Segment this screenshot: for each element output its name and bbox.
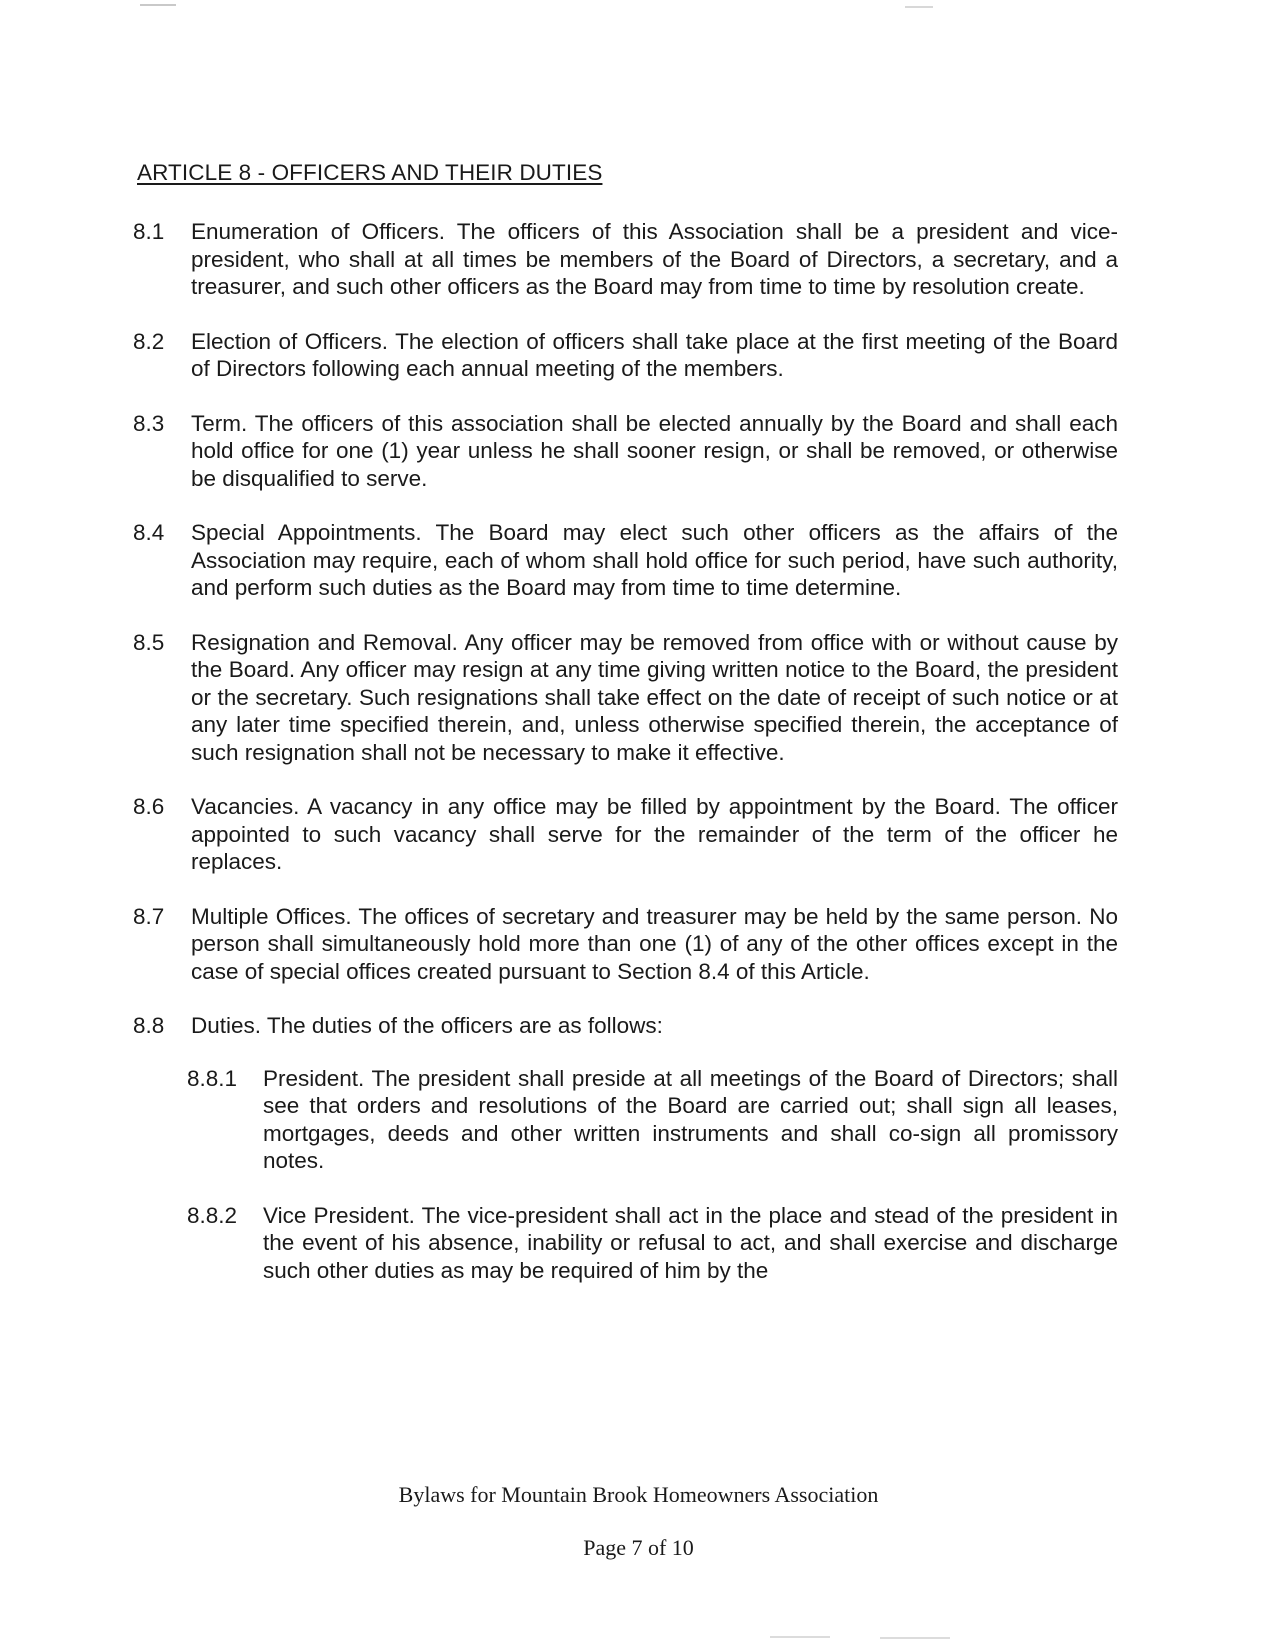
section-8-4 bbox=[133, 519, 1118, 602]
section-number: 8.2 bbox=[133, 328, 165, 354]
scan-artifact bbox=[140, 4, 176, 6]
subsection-text: Vice President. The vice-president shall act in the place and stead of the president in the event of his absence, inability or refusal to act, and shall exercise and discharge such other duties as may be required of him by the bbox=[263, 1202, 1118, 1283]
article-heading: ARTICLE 8 - OFFICERS AND THEIR DUTIES bbox=[137, 160, 603, 185]
section-text: Election of Officers. The election of officers shall take place at the first meeting of the Board of Directors following each annual meeting of the members. bbox=[191, 328, 1118, 381]
section-8-6 bbox=[133, 793, 1118, 876]
subsection-text: President. The president shall preside at all meetings of the Board of Directors; shall see that orders and resolutions of the Board are carried out; shall sign all leases, mortgages, deeds and other written instruments and shall co-sign all promissory notes. bbox=[263, 1065, 1118, 1173]
scan-artifact bbox=[905, 6, 933, 8]
section-8-7 bbox=[133, 903, 1118, 986]
subsection-number: 8.8.1 bbox=[187, 1065, 238, 1091]
subsection-8-8-1 bbox=[187, 1065, 1118, 1175]
section-8-8 bbox=[133, 1012, 1118, 1040]
section-number: 8.3 bbox=[133, 410, 165, 436]
section-text: Duties. The duties of the officers are as follows: bbox=[191, 1013, 663, 1038]
section-text: Multiple Offices. The offices of secretary and treasurer may be held by the same person. No person shall simultaneously hold more than one (1) of any of the other offices except in the case of special offices created pursuant to Section 8.4 of this Article. bbox=[191, 903, 1118, 984]
section-number: 8.6 bbox=[133, 794, 165, 819]
section-text: Vacancies. A vacancy in any office may be filled by appointment by the Board. The officer appointed to such vacancy shall serve for the remainder of the term of the officer he replaces. bbox=[191, 794, 1118, 874]
subsection-number: 8.8.2 bbox=[187, 1202, 238, 1228]
section-text: Resignation and Removal. Any officer may be removed from office with or without cause by the Board. Any officer may resign at any time giving written notice to the Board, the president or the secretary. Such resignations shall take effect on the date of receipt of such notice or at any later time specified therein, and, unless otherwise specified therein, the acceptance of such resignation shall not be necessary to make it effective. bbox=[191, 629, 1118, 765]
section-number: 8.5 bbox=[133, 629, 165, 655]
section-number: 8.7 bbox=[133, 903, 165, 929]
section-number: 8.4 bbox=[133, 520, 165, 545]
section-8-5 bbox=[133, 629, 1118, 767]
section-8-1 bbox=[133, 218, 1118, 301]
page-number: Page 7 of 10 bbox=[583, 1535, 694, 1560]
section-8-2 bbox=[133, 328, 1118, 383]
footer-title: Bylaws for Mountain Brook Homeowners Association bbox=[398, 1482, 879, 1507]
scan-artifact bbox=[770, 1636, 830, 1638]
section-list bbox=[133, 218, 1118, 1311]
section-text: Enumeration of Officers. The officers of this Association shall be a president and vice-president, who shall at all times be members of the Board of Directors, a secretary, and a treasurer, and such other officers as the Board may from time to time by resolution create. bbox=[191, 219, 1118, 299]
section-8-3 bbox=[133, 410, 1118, 493]
section-number: 8.1 bbox=[133, 219, 165, 244]
subsection-8-8-2 bbox=[187, 1202, 1118, 1285]
section-text: Term. The officers of this association shall be elected annually by the Board and shall each hold office for one (1) year unless he shall sooner resign, or shall be removed, or otherwise be disqualified to serve. bbox=[191, 410, 1118, 491]
section-number: 8.8 bbox=[133, 1013, 165, 1038]
subsection-list bbox=[187, 1065, 1118, 1285]
scan-artifact bbox=[880, 1637, 950, 1639]
section-text: Special Appointments. The Board may elect such other officers as the affairs of the Association may require, each of whom shall hold office for such period, have such authority, and perform such duties as the Board may from time to time determine. bbox=[191, 520, 1118, 600]
